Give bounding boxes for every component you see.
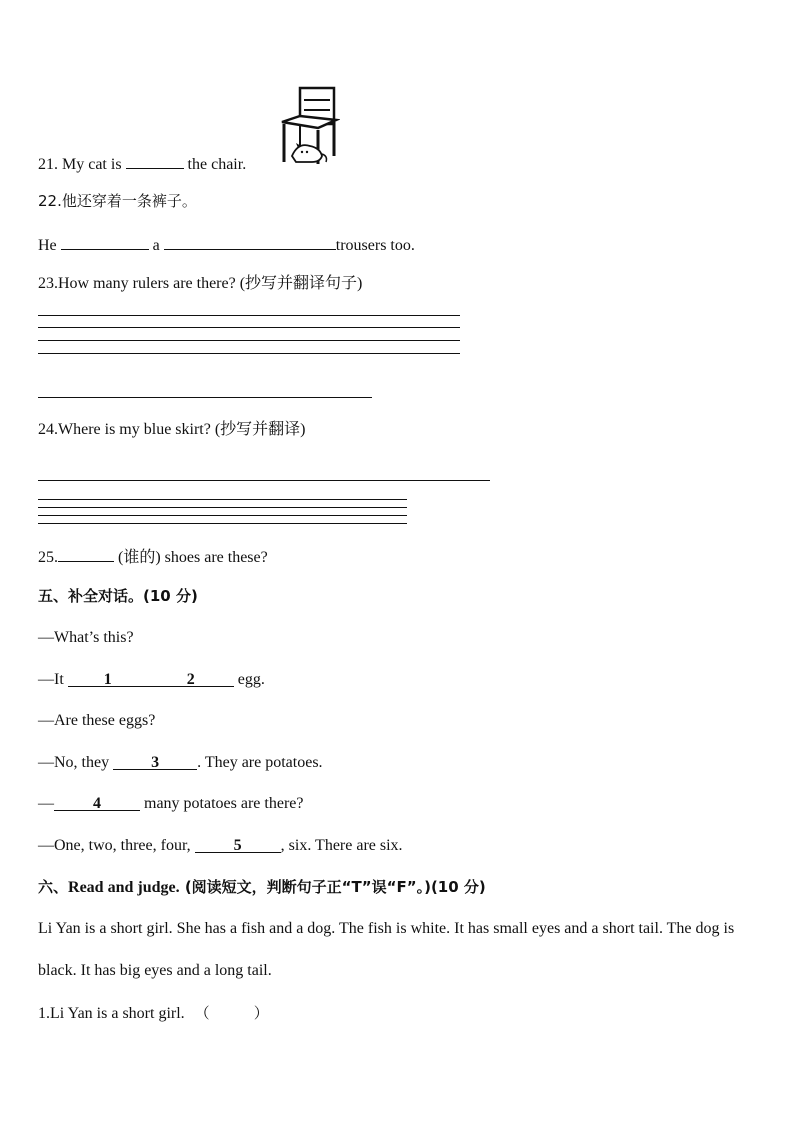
dialogue-text: No, they bbox=[54, 754, 110, 771]
q22-word-a: a bbox=[152, 237, 160, 254]
q23-answer-line-5[interactable] bbox=[38, 397, 372, 398]
dialogue-blank-2[interactable]: 2 bbox=[148, 670, 234, 687]
dash: — bbox=[38, 837, 54, 854]
section-6-title-en: Read and judge. bbox=[68, 879, 180, 896]
dialogue-text: One, two, three, four, bbox=[54, 837, 191, 854]
dash: — bbox=[38, 712, 54, 729]
dash: — bbox=[38, 795, 54, 812]
dialogue-line-6 bbox=[38, 836, 403, 856]
answer-paren-open: （ bbox=[194, 1004, 210, 1022]
dialogue-text: . They are potatoes. bbox=[197, 754, 323, 771]
dialogue-line-5 bbox=[38, 794, 303, 814]
q24-answer-line-1[interactable] bbox=[38, 480, 490, 481]
question-21 bbox=[38, 152, 246, 175]
section-5-title: 五、补全对话。(10 分) bbox=[38, 587, 198, 605]
reading-passage: Li Yan is a short girl. She has a fish and a dog. The fish is white. It has small eyes and a short tail. The dog is black. It has big eyes and a long tail. bbox=[38, 920, 735, 979]
dialogue-blank-3[interactable]: 3 bbox=[113, 753, 197, 770]
dialogue-text: What’s this? bbox=[54, 629, 134, 646]
q23-answer-line-3[interactable] bbox=[38, 340, 460, 341]
q24-answer-line-3[interactable] bbox=[38, 507, 407, 508]
question-25 bbox=[38, 545, 268, 568]
dialogue-text: egg. bbox=[237, 671, 265, 688]
judge-question-1 bbox=[38, 1002, 269, 1024]
dialogue-text: many potatoes are there? bbox=[144, 795, 304, 812]
dialogue-text: It bbox=[54, 671, 64, 688]
q22-blank-1[interactable] bbox=[61, 233, 149, 250]
dialogue-blank-5[interactable]: 5 bbox=[195, 836, 281, 853]
q22-word-trousers: trousers too. bbox=[335, 237, 415, 254]
question-23: 23.How many rulers are there? (抄写并翻译句子) bbox=[38, 275, 363, 292]
chair-with-cat-illustration bbox=[278, 86, 340, 166]
section-6-title-cn: (阅读短文，判断句子正“T”误“F”。)(10 分) bbox=[184, 878, 486, 896]
q23-answer-line-1[interactable] bbox=[38, 315, 460, 316]
section-6-title bbox=[38, 877, 486, 898]
dialogue-text: Are these eggs? bbox=[54, 712, 156, 729]
dialogue-blank-1[interactable]: 1 bbox=[68, 670, 148, 687]
q25-blank[interactable] bbox=[58, 545, 114, 562]
dash: — bbox=[38, 754, 54, 771]
dialogue-line-3 bbox=[38, 711, 155, 731]
q22-blank-2[interactable] bbox=[164, 233, 336, 250]
q24-answer-line-4[interactable] bbox=[38, 515, 407, 516]
question-24: 24.Where is my blue skirt? (抄写并翻译) bbox=[38, 421, 306, 438]
dialogue-line-2 bbox=[38, 670, 265, 690]
dialogue-blank-4[interactable]: 4 bbox=[54, 794, 140, 811]
dialogue-text: , six. There are six. bbox=[280, 837, 403, 854]
dialogue-line-4 bbox=[38, 753, 323, 773]
section-6-prefix: 六、 bbox=[38, 878, 69, 896]
q24-answer-line-5[interactable] bbox=[38, 523, 407, 524]
judge-answer-slot[interactable] bbox=[214, 1002, 250, 1018]
q24-answer-line-2[interactable] bbox=[38, 499, 407, 500]
q25-rest: (谁的) shoes are these? bbox=[118, 549, 268, 566]
dialogue-line-1 bbox=[38, 628, 134, 648]
question-22-prompt: 22.他还穿着一条裤子。 bbox=[38, 192, 197, 210]
question-22-answer bbox=[38, 233, 415, 256]
dash: — bbox=[38, 629, 54, 646]
answer-paren-close: ） bbox=[253, 1004, 269, 1022]
q23-answer-line-4[interactable] bbox=[38, 353, 460, 354]
q23-answer-line-2[interactable] bbox=[38, 327, 460, 328]
q21-number: 21. bbox=[38, 156, 58, 173]
judge-question-text: 1.Li Yan is a short girl. bbox=[38, 1005, 185, 1022]
q25-number: 25. bbox=[38, 549, 58, 566]
q21-after: the chair. bbox=[187, 156, 247, 173]
q21-before: My cat is bbox=[62, 156, 122, 173]
q22-word-he: He bbox=[38, 237, 57, 254]
dash: — bbox=[38, 671, 54, 688]
q21-blank[interactable] bbox=[126, 152, 184, 169]
